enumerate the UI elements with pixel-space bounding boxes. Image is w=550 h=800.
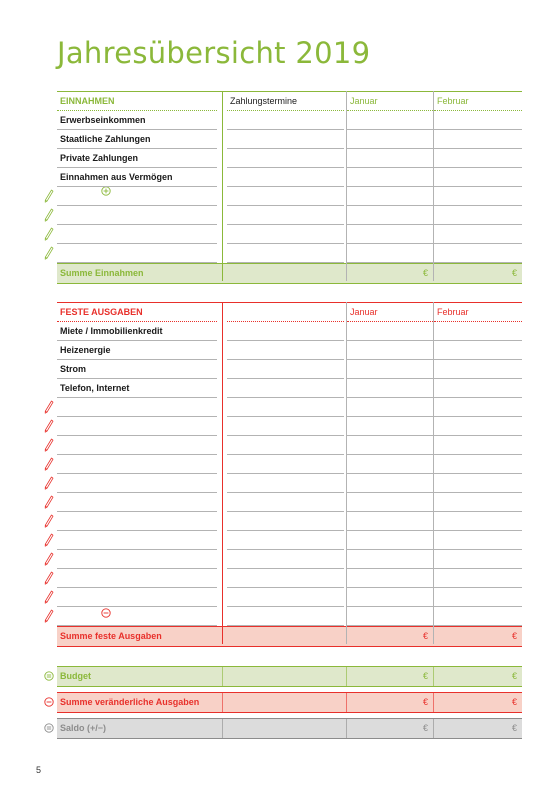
euro-sign: € [511,268,517,278]
fixed-expenses-table-header [57,302,522,322]
summary-row-green [57,666,522,687]
row-label: Miete / Immobilienkredit [60,326,163,336]
column-divider [222,91,223,281]
row-label [57,455,220,474]
table-row [57,149,522,168]
row-label: Staatliche Zahlungen [60,134,151,144]
column-divider [222,667,223,686]
page-number: 5 [36,765,42,775]
table-row [57,436,522,455]
row-label: Private Zahlungen [60,153,139,163]
pencil-icon [44,400,54,414]
euro-sign: € [511,697,517,707]
row-label: Erwerbseinkommen [60,115,146,125]
column-header-month: Januar [350,307,378,317]
row-label [57,474,220,493]
section-header-label: EINNAHMEN [60,96,115,106]
pencil-icon [44,457,54,471]
row-label: Heizenergie [60,345,111,355]
euro-sign: € [511,671,517,681]
row-label [57,512,220,531]
pencil-icon [44,208,54,222]
table-row [57,111,522,130]
table-row [57,168,522,187]
euro-sign: € [422,723,428,733]
pencil-icon [44,571,54,585]
pencil-icon [44,552,54,566]
table-row [57,455,522,474]
pencil-icon [44,438,54,452]
pencil-icon [44,419,54,433]
income-table-header [57,91,522,111]
table-row [57,398,522,417]
pencil-icon [44,227,54,241]
row-label [57,436,220,455]
row-label [57,244,220,263]
table-row [57,474,522,493]
column-divider [346,693,347,712]
column-divider [433,667,434,686]
summary-row-gray [57,718,522,739]
column-divider [346,91,347,281]
euro-sign: € [511,631,517,641]
fixed-expenses-table [57,302,522,644]
row-label: Einnahmen aus Vermögen [60,172,173,182]
column-divider [433,91,434,281]
euro-sign: € [422,268,428,278]
row-label: Telefon, Internet [60,383,130,393]
column-header-month: Februar [437,307,469,317]
row-label: Strom [60,364,87,374]
column-divider [433,719,434,738]
table-row [57,550,522,569]
euro-sign: € [511,723,517,733]
sum-label: Summe Einnahmen [60,268,144,278]
table-row [57,322,522,341]
table-row [57,417,522,436]
column-divider [346,667,347,686]
column-divider [222,693,223,712]
pencil-icon [44,495,54,509]
row-label [57,531,220,550]
summary-label: Saldo (+/−) [60,723,107,733]
row-label [57,225,220,244]
column-divider [222,302,223,644]
euro-sign: € [422,631,428,641]
minus-circle-icon [44,697,54,707]
sum-label: Summe feste Ausgaben [60,631,162,641]
table-row [57,187,522,206]
equals-circle-icon [44,671,54,681]
column-divider [346,302,347,644]
table-row [57,225,522,244]
column-header-month: Januar [350,96,378,106]
column-divider [222,719,223,738]
pencil-icon [44,609,54,623]
table-row [57,588,522,607]
column-divider [433,302,434,644]
page-title: Jahresübersicht 2019 [57,36,371,70]
column-header-month: Februar [437,96,469,106]
pencil-icon [44,246,54,260]
table-row [57,493,522,512]
table-row [57,130,522,149]
column-divider [433,693,434,712]
table-row [57,607,522,626]
row-label [57,493,220,512]
pencil-icon [44,514,54,528]
summary-label: Summe veränderliche Ausgaben [60,697,200,707]
income-table [57,91,522,281]
table-row [57,531,522,550]
income-table-sum-row [57,263,522,284]
row-label [57,206,220,225]
row-label [57,550,220,569]
equals-circle-icon [44,723,54,733]
summary-row-red [57,692,522,713]
row-label [57,607,220,626]
column-divider [346,719,347,738]
row-label [57,398,220,417]
table-row [57,206,522,225]
pencil-icon [44,476,54,490]
table-row [57,244,522,263]
section-header-label: FESTE AUSGABEN [60,307,143,317]
pencil-icon [44,189,54,203]
table-row [57,360,522,379]
fixed-expenses-table-sum-row [57,626,522,647]
row-label [57,187,220,206]
row-label [57,569,220,588]
table-row [57,569,522,588]
table-row [57,379,522,398]
table-row [57,341,522,360]
summary-label: Budget [60,671,91,681]
row-label [57,588,220,607]
euro-sign: € [422,671,428,681]
euro-sign: € [422,697,428,707]
pencil-icon [44,533,54,547]
table-row [57,512,522,531]
pencil-icon [44,590,54,604]
row-label [57,417,220,436]
column-header-zahlungstermine: Zahlungstermine [230,96,298,106]
